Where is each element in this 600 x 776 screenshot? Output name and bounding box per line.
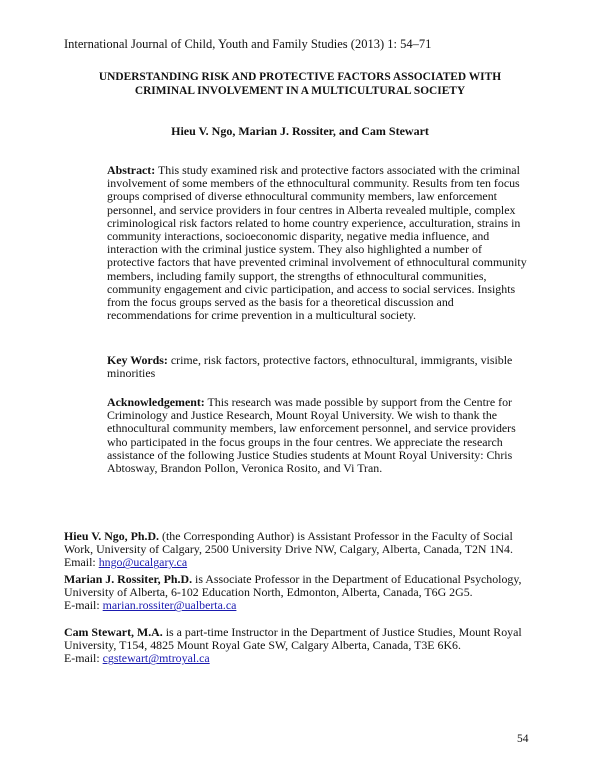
abstract-text: This study examined risk and protective factors associated with the criminal involvement of some members of the ethnocultural community. Results from ten focus groups comprised of diverse ethnocultural community members, law enforcement personnel, and service providers in four centres in Alberta revealed multiple, complex criminological risk factors related to home country experience, acculturation, strains in community interactions, socioeconomic disparity, negative media influence, and interaction with the criminal justice system. They also highlighted a number of protective factors that have prevented criminal involvement of ethnocultural community members, including family support, the strengths of ethnocultural communities, community engagement and civic participation, and access to social services. Insights from the focus groups served as the basis for a theoretical discussion and recommendations for crime prevention in a multicultural society. bbox=[107, 163, 527, 323]
page-number: 54 bbox=[517, 733, 529, 745]
bio-name: Hieu V. Ngo, Ph.D. bbox=[64, 529, 160, 543]
email-link[interactable]: hngo@ucalgary.ca bbox=[98, 555, 188, 570]
article-title bbox=[60, 70, 540, 98]
bio-text: (the Corresponding Author) is Assistant Professor in the Faculty of Social Work, University of Calgary, 2500 University Drive NW, Calgary, Alberta, Canada, T2N 1N4. bbox=[64, 529, 513, 557]
acknowledgement-text: This research was made possible by support from the Centre for Criminology and Justice Research, Mount Royal University. We wish to thank the ethnocultural community members, law enforcement personnel, and service providers who participated in the focus groups in the four centres. We appreciate the research assistance of the following Justice Studies students at Mount Royal University: Chris Abtosway, Brandon Pollon, Veronica Rosito, and Vi Tran. bbox=[107, 395, 516, 476]
email-label: E-mail: bbox=[64, 598, 100, 613]
author-bio-ngo bbox=[64, 530, 534, 570]
bio-name: Cam Stewart, M.A. bbox=[64, 625, 163, 639]
journal-header: International Journal of Child, Youth and Family Studies (2013) 1: 54–71 bbox=[64, 37, 432, 51]
author-bio-stewart bbox=[64, 626, 534, 666]
author-bio-rossiter bbox=[64, 573, 534, 613]
bio-text: is Associate Professor in the Department of Educational Psychology, University of Alberta, 6-102 Education North, Edmonton, Alberta, Canada, T6G 2G5. bbox=[64, 572, 522, 600]
bio-name: Marian J. Rossiter, Ph.D. bbox=[64, 572, 193, 586]
email-label: E-mail: bbox=[64, 651, 100, 666]
abstract-section bbox=[107, 164, 531, 322]
email-link[interactable]: marian.rossiter@ualberta.ca bbox=[102, 598, 237, 613]
abstract-label: Abstract: bbox=[107, 163, 156, 177]
acknowledgement-section bbox=[107, 396, 531, 475]
keywords-section bbox=[107, 354, 531, 380]
email-link[interactable]: cgstewart@mtroyal.ca bbox=[102, 651, 210, 666]
keywords-label: Key Words: bbox=[107, 353, 168, 367]
title-line-2: CRIMINAL INVOLVEMENT IN A MULTICULTURAL SOCIETY bbox=[134, 85, 466, 97]
title-line-1: UNDERSTANDING RISK AND PROTECTIVE FACTORS ASSOCIATED WITH bbox=[98, 71, 502, 83]
email-label: Email: bbox=[64, 555, 96, 570]
keywords-text: crime, risk factors, protective factors, ethnocultural, immigrants, visible minorities bbox=[107, 353, 513, 381]
author-list: Hieu V. Ngo, Marian J. Rossiter, and Cam Stewart bbox=[171, 124, 429, 138]
acknowledgement-label: Acknowledgement: bbox=[107, 395, 205, 409]
bio-text: is a part-time Instructor in the Department of Justice Studies, Mount Royal University, T154, 4825 Mount Royal Gate SW, Calgary Alberta, Canada, T3E 6K6. bbox=[64, 625, 522, 653]
